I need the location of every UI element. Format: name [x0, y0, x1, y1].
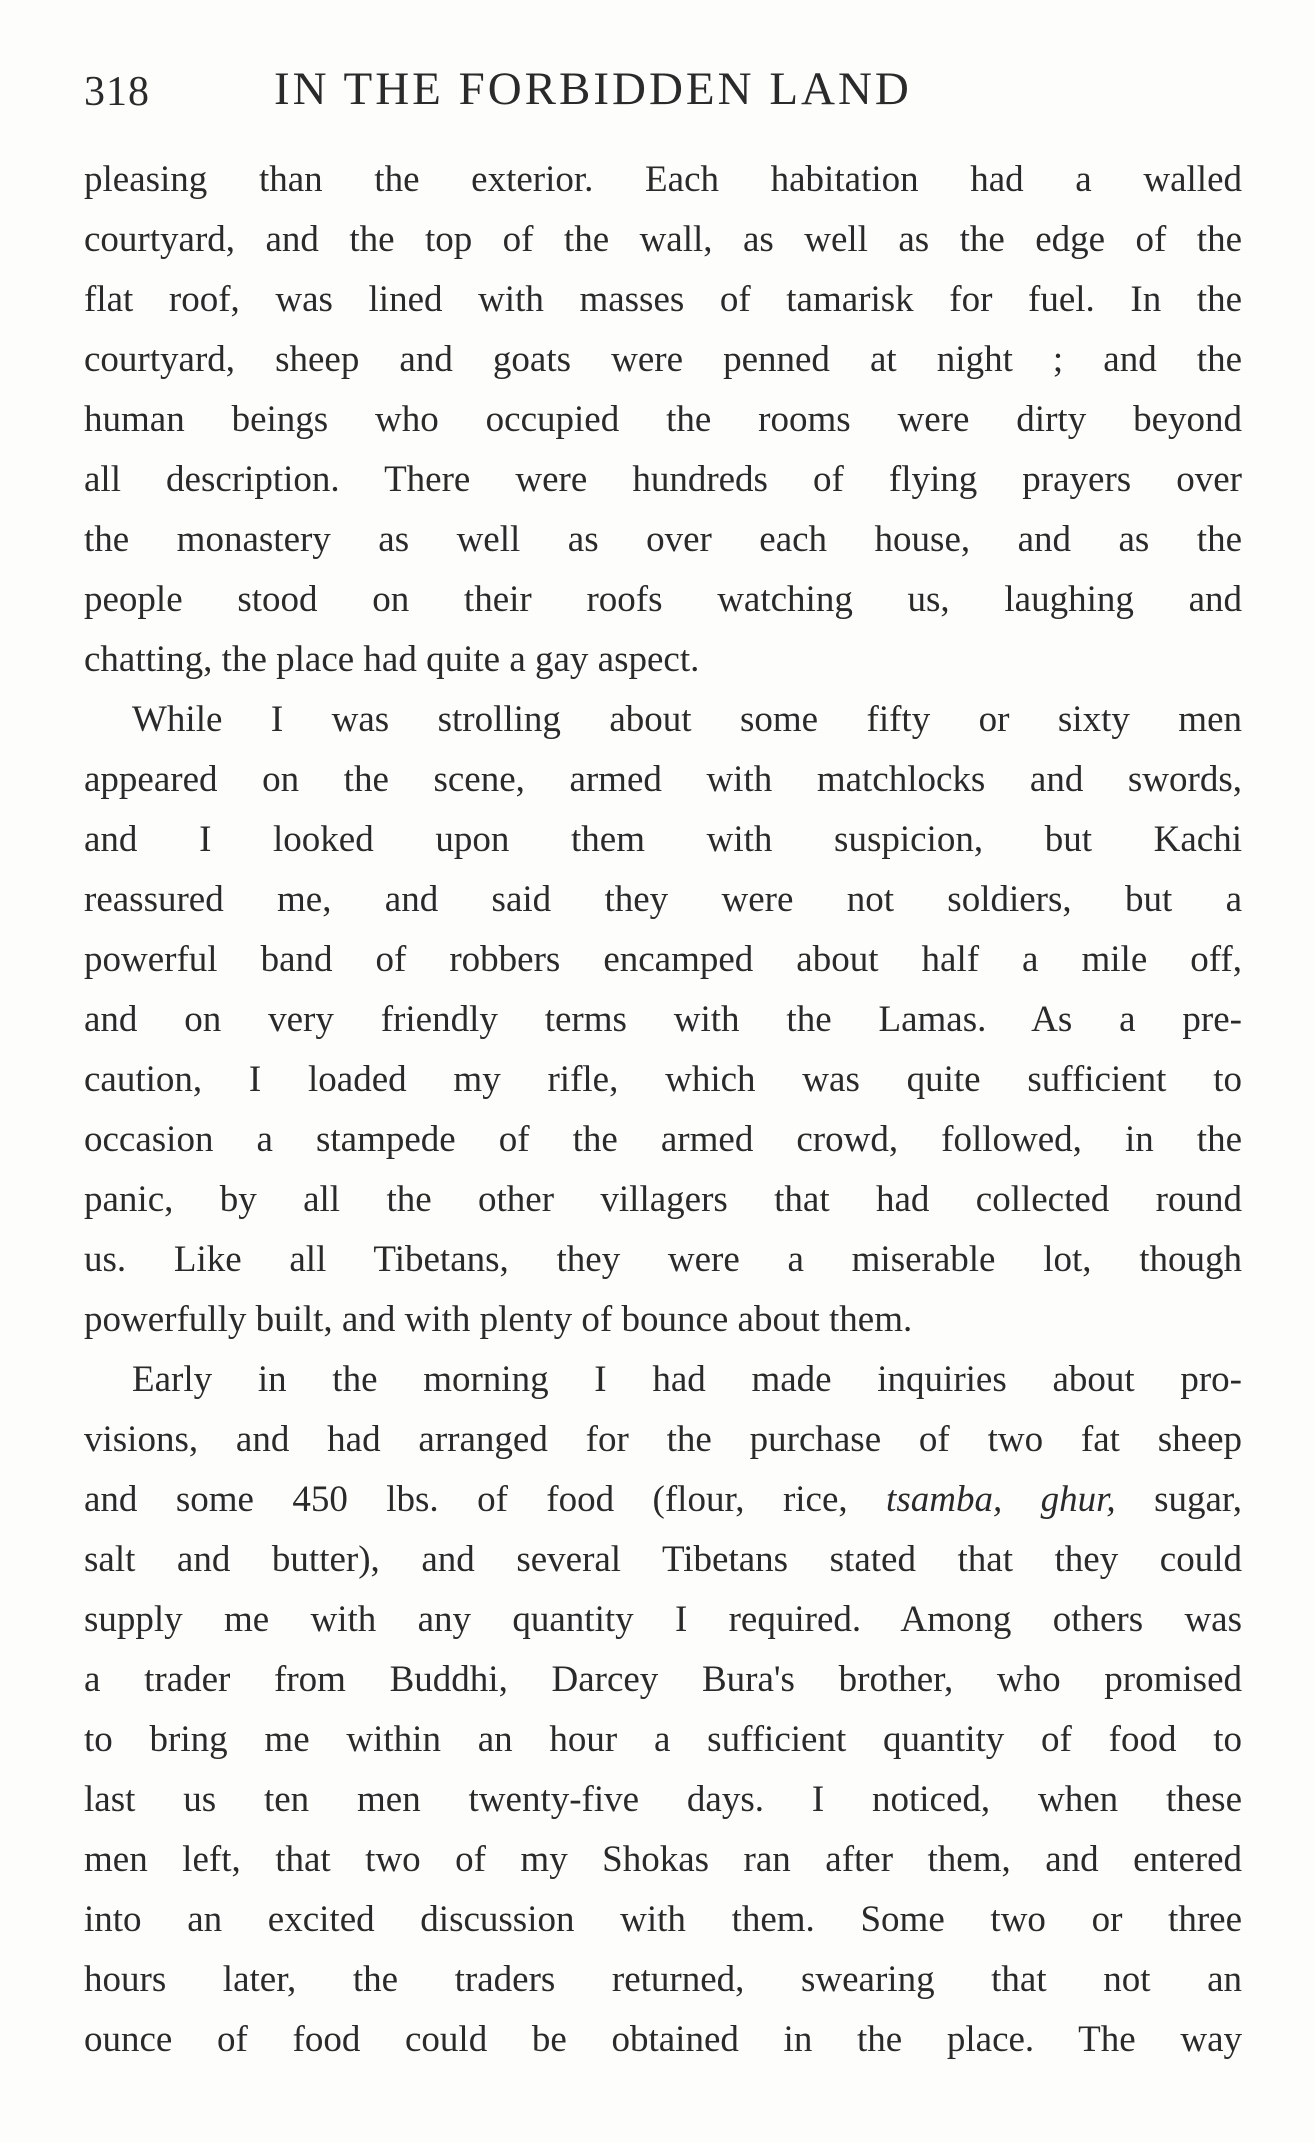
text-line: visions, and had arranged for the purchase of two fat sheep — [84, 1419, 1242, 1460]
text-line: and I looked upon them with suspicion, but Kachi — [84, 819, 1242, 860]
running-head — [84, 60, 1244, 130]
text-line: Early in the morning I had made inquiries about pro- — [132, 1359, 1242, 1400]
text-run: and some 450 lbs. of food (flour, rice, — [84, 1479, 887, 1520]
text-line: panic, by all the other villagers that had collected round — [84, 1179, 1242, 1220]
text-line: a trader from Buddhi, Darcey Bura's brother, who promised — [84, 1659, 1242, 1700]
text-line: us. Like all Tibetans, they were a miserable lot, though — [84, 1239, 1242, 1280]
page-number: 318 — [84, 69, 150, 115]
italic-term: ghur, — [1040, 1479, 1116, 1520]
text-line: the monastery as well as over each house, and as the — [84, 519, 1242, 560]
text-line: salt and butter), and several Tibetans stated that they could — [84, 1539, 1242, 1580]
text-run: sugar, — [1115, 1479, 1242, 1520]
text-run — [1002, 1479, 1040, 1520]
text-line: last us ten men twenty-five days. I noticed, when these — [84, 1779, 1242, 1820]
text-line: human beings who occupied the rooms were dirty beyond — [84, 399, 1242, 440]
text-line: chatting, the place had quite a gay aspect. — [84, 639, 700, 680]
text-line: flat roof, was lined with masses of tamarisk for fuel. In the — [84, 279, 1242, 320]
text-line: men left, that two of my Shokas ran after them, and entered — [84, 1839, 1242, 1880]
text-line: caution, I loaded my rifle, which was quite sufficient to — [84, 1059, 1242, 1100]
text-line: courtyard, sheep and goats were penned at night ; and the — [84, 339, 1242, 380]
text-line-with-italics — [84, 1470, 1242, 1530]
text-line: supply me with any quantity I required. Among others was — [84, 1599, 1242, 1640]
text-line: occasion a stampede of the armed crowd, followed, in the — [84, 1119, 1242, 1160]
text-line: into an excited discussion with them. Some two or three — [84, 1899, 1242, 1940]
text-line: reassured me, and said they were not soldiers, but a — [84, 879, 1242, 920]
text-line: all description. There were hundreds of flying prayers over — [84, 459, 1242, 500]
text-line: people stood on their roofs watching us, laughing and — [84, 579, 1242, 620]
text-line: While I was strolling about some fifty or sixty men — [132, 699, 1242, 740]
text-line: appeared on the scene, armed with matchlocks and swords, — [84, 759, 1242, 800]
italic-term: tsamba, — [886, 1479, 1003, 1520]
text-line: to bring me within an hour a sufficient quantity of food to — [84, 1719, 1242, 1760]
text-line: and on very friendly terms with the Lamas. As a pre- — [84, 999, 1242, 1040]
text-line: hours later, the traders returned, swearing that not an — [84, 1959, 1242, 2000]
running-title: IN THE FORBIDDEN LAND — [274, 63, 912, 115]
text-line: powerfully built, and with plenty of bounce about them. — [84, 1299, 913, 1340]
text-line: ounce of food could be obtained in the place. The way — [84, 2019, 1242, 2060]
text-line: courtyard, and the top of the wall, as well as the edge of the — [84, 219, 1242, 260]
body-text — [84, 150, 1242, 2070]
text-line: pleasing than the exterior. Each habitation had a walled — [84, 159, 1242, 200]
text-line: powerful band of robbers encamped about half a mile off, — [84, 939, 1242, 980]
